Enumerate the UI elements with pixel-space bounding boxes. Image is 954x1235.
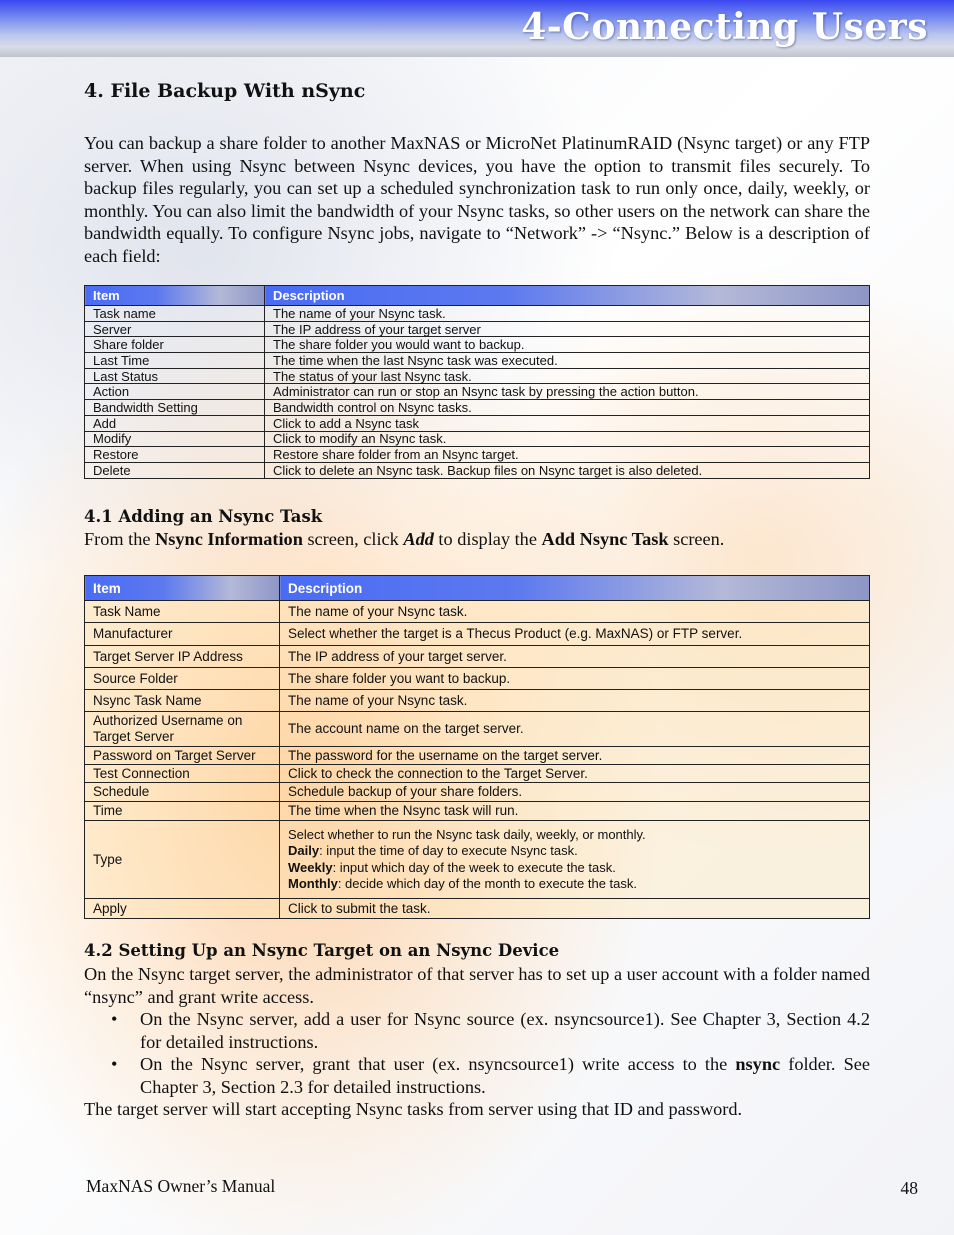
type-line-daily (288, 843, 861, 860)
table-header-row (85, 286, 870, 306)
bold-daily: Daily (288, 843, 320, 858)
table-cell-description: Select whether the target is a Thecus Product (e.g. MaxNAS) or FTP server. (280, 623, 870, 646)
table-cell-item: Password on Target Server (85, 747, 280, 765)
subsection-title-adding-task: 4.1 Adding an Nsync Task (84, 507, 323, 526)
table-cell-item: Source Folder (85, 668, 280, 690)
table-cell-item: Schedule (85, 783, 280, 802)
table-cell-description: Click to submit the task. (280, 899, 870, 919)
table-cell-description: Administrator can run or stop an Nsync task by pressing the action button. (265, 384, 870, 400)
nsync-fields-table (84, 285, 870, 479)
table-cell-item: Apply (85, 899, 280, 919)
closing-paragraph: The target server will start accepting Nsync tasks from server using that ID and password. (84, 1099, 743, 1119)
chapter-title: 4-Connecting Users (521, 6, 928, 48)
text-span: : decide which day of the month to execute the task. (337, 876, 638, 891)
table-cell-description: Restore share folder from an Nsync target. (265, 447, 870, 463)
adding-task-paragraph (84, 528, 870, 551)
table-row (85, 306, 870, 322)
bold-term-add: Add (403, 529, 434, 549)
table-row (85, 601, 870, 623)
type-line-monthly (288, 876, 861, 893)
table-cell-description: The name of your Nsync task. (280, 601, 870, 623)
table-cell-description (280, 821, 870, 899)
bullet: • (111, 1009, 118, 1029)
table-cell-description: The IP address of your target server. (280, 646, 870, 668)
table-row (85, 415, 870, 431)
intro-paragraph: You can backup a share folder to another MaxNAS or MicroNet PlatinumRAID (Nsync target) or any FTP server. When using Nsync between Nsync devices, you have the option to transmit files securely. To backup files regularly, you can set up a scheduled synchronization task to run only once, daily, weekly, or monthly. You can also limit the bandwidth of your Nsync tasks, so other users on the network can share the bandwidth equally. To configure Nsync jobs, navigate to “Network” -> “Nsync.” Below is a description of each field: (84, 133, 870, 266)
text-span: From the (84, 529, 156, 549)
table-cell-item: Time (85, 802, 280, 821)
footer-manual-title: MaxNAS Owner’s Manual (86, 1176, 276, 1196)
column-header-item: Item (85, 576, 280, 601)
table-cell-item: Action (85, 384, 265, 400)
setup-steps-list (84, 1008, 870, 1098)
table-row (85, 765, 870, 783)
table-cell-item: Share folder (85, 337, 265, 353)
table-row-apply (85, 899, 870, 919)
text-span: : input which day of the week to execute the task. (332, 859, 616, 875)
table-cell-description: The share folder you would want to backup. (265, 337, 870, 353)
table-cell-item: Nsync Task Name (85, 690, 280, 712)
table-row (85, 368, 870, 384)
table-cell-item: Test Connection (85, 765, 280, 783)
table-cell-item: Last Time (85, 353, 265, 369)
table-cell-item: Add (85, 415, 265, 431)
table-cell-item: Server (85, 321, 265, 337)
table-cell-item: Authorized Username on Target Server (85, 712, 280, 747)
add-nsync-task-table (84, 575, 870, 919)
table-row (85, 712, 870, 747)
bold-term-nsync: nsync (735, 1054, 781, 1074)
bold-weekly: Weekly (288, 859, 333, 875)
table-row (85, 623, 870, 646)
page-header-banner (0, 0, 954, 57)
table-cell-item: Manufacturer (85, 623, 280, 646)
table-cell-item: Bandwidth Setting (85, 400, 265, 416)
list-item-text: On the Nsync server, grant that user (ex. nsyncsource1) write access to the (140, 1054, 736, 1074)
text-span: : input the time of day to execute Nsync task. (319, 843, 578, 858)
table-row (85, 747, 870, 765)
page-number: 48 (900, 1178, 918, 1198)
table-row (85, 337, 870, 353)
table-row (85, 384, 870, 400)
target-setup-paragraph: On the Nsync target server, the administrator of that server has to set up a user account with a folder named “nsync” and grant write access. (84, 964, 870, 1007)
table-row (85, 321, 870, 337)
bullet: • (111, 1054, 118, 1074)
table-cell-description: The password for the username on the target server. (280, 747, 870, 765)
table-row (85, 447, 870, 463)
table-row (85, 646, 870, 668)
type-line: Select whether to run the Nsync task daily, weekly, or monthly. (288, 826, 646, 842)
table-cell-item: Task Name (85, 601, 280, 623)
text-span: screen. (668, 529, 725, 549)
table-row-type (85, 821, 870, 899)
column-header-description: Description (265, 286, 870, 306)
table-cell-description: Schedule backup of your share folders. (280, 783, 870, 802)
table-cell-description: The time when the Nsync task will run. (280, 802, 870, 821)
table-row (85, 783, 870, 802)
text-span: to display the (433, 529, 542, 549)
table-row (85, 353, 870, 369)
text-span: screen, click (302, 529, 404, 549)
table-cell-item: Last Status (85, 368, 265, 384)
list-item-text: On the Nsync server, add a user for Nsync source (ex. nsyncsource1). See Chapter 3, Section 4.2 for detailed instructions. (140, 1009, 870, 1052)
list-item-text: folder. See Chapter 3, Section 2.3 for detailed instructions. (140, 1054, 870, 1097)
table-cell-description: Bandwidth control on Nsync tasks. (265, 400, 870, 416)
table-cell-description: The account name on the target server. (280, 712, 870, 747)
subsection-title-target-setup: 4.2 Setting Up an Nsync Target on an Nsync Device (84, 941, 560, 960)
table-cell-description: The name of your Nsync task. (280, 690, 870, 712)
table-cell-item: Target Server IP Address (85, 646, 280, 668)
column-header-item: Item (85, 286, 265, 306)
table-cell-description: The time when the last Nsync task was executed. (265, 353, 870, 369)
table-cell-item: Restore (85, 447, 265, 463)
table-cell-item: Delete (85, 462, 265, 478)
table-cell-description: The status of your last Nsync task. (265, 368, 870, 384)
table-cell-description: Click to delete an Nsync task. Backup files on Nsync target is also deleted. (265, 462, 870, 478)
bold-monthly: Monthly (288, 876, 338, 891)
section-title: 4. File Backup With nSync (84, 80, 366, 102)
column-header-description: Description (280, 576, 870, 601)
table-row (85, 690, 870, 712)
table-cell-description: Click to add a Nsync task (265, 415, 870, 431)
table-row (85, 431, 870, 447)
table-cell-description: The share folder you want to backup. (280, 668, 870, 690)
table-row (85, 802, 870, 821)
table-cell-description: Click to modify an Nsync task. (265, 431, 870, 447)
table-cell-item: Task name (85, 306, 265, 322)
list-item (84, 1008, 870, 1053)
table-cell-description: The IP address of your target server (265, 321, 870, 337)
table-cell-description: The name of your Nsync task. (265, 306, 870, 322)
table-header-row (85, 576, 870, 601)
bold-term-add-nsync-task: Add Nsync Task (541, 529, 669, 549)
table-cell-item: Type (85, 821, 280, 899)
bold-term-nsync-information: Nsync Information (155, 529, 303, 549)
table-row (85, 400, 870, 416)
table-cell-item: Modify (85, 431, 265, 447)
table-row (85, 462, 870, 478)
table-cell-description: Click to check the connection to the Target Server. (280, 765, 870, 783)
type-line-weekly (288, 860, 861, 877)
list-item (84, 1053, 870, 1098)
table-row (85, 668, 870, 690)
